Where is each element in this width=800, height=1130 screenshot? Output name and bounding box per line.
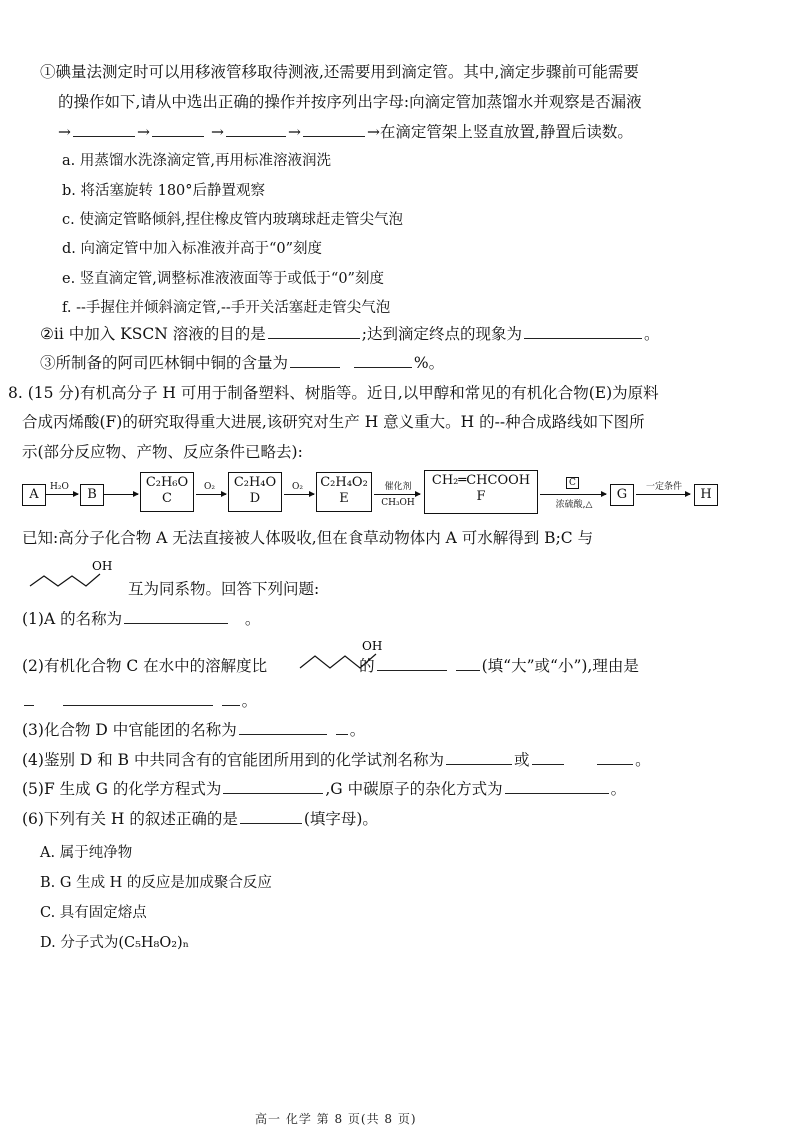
option-b: b. 将活塞旋转 180°后静置观察 — [62, 183, 266, 199]
compound-b-box: B — [80, 484, 104, 506]
answer-blank[interactable] — [505, 778, 609, 794]
synthesis-scheme — [0, 466, 800, 526]
reaction-arrow — [284, 494, 314, 495]
answer-blank[interactable] — [290, 352, 340, 368]
choice-b: B. G 生成 H 的反应是加成聚合反应 — [40, 875, 272, 891]
arrow-label: C — [566, 477, 579, 489]
question-8-intro: 8. (15 分)有机高分子 H 可用于制备塑料、树脂等。近日,以甲醇和常见的有机化合物(E)为原料 — [8, 384, 659, 402]
reaction-arrow — [196, 494, 226, 495]
compound-a-box: A — [22, 484, 46, 506]
known-info: 已知:高分子化合物 A 无法直接被人体吸收,但在食草动物体内 A 可水解得到 B;C 与 — [22, 529, 594, 547]
compound-d-box: C₂H₄O D — [228, 472, 282, 512]
answer-blank[interactable] — [73, 121, 135, 137]
q8-part4: (4)鉴别 D 和 B 中共同含有的官能团所用到的化学试剂名称为 或 。 — [22, 751, 651, 769]
q8-part6: (6)下列有关 H 的叙述正确的是 (填字母)。 — [22, 810, 378, 828]
option-f: f. --手握住并倾斜滴定管,--手开关活塞赶走管尖气泡 — [62, 300, 391, 316]
answer-sequence-line: → → → → →在滴定管架上竖直放置,静置后读数。 — [58, 123, 633, 141]
answer-blank[interactable] — [303, 121, 365, 137]
pentanol-structure-icon — [298, 636, 388, 676]
option-d: d. 向滴定管中加入标准液并高于“0”刻度 — [62, 241, 323, 257]
arrow-label: CH₃OH — [381, 498, 415, 508]
known-info: 互为同系物。回答下列问题: — [128, 580, 320, 598]
compound-c-box: C₂H₆O C — [140, 472, 194, 512]
answer-blank[interactable] — [456, 655, 480, 671]
answer-blank[interactable] — [226, 121, 286, 137]
question-8-intro: 合成丙烯酸(F)的研究取得重大进展,该研究对生产 H 意义重大。H 的--种合成路线如下图所 — [22, 413, 645, 431]
q8-part2-line2: 。 — [22, 690, 257, 712]
option-c: c. 使滴定管略倾斜,捏住橡皮管内玻璃球赶走管尖气泡 — [62, 212, 403, 228]
answer-blank[interactable] — [223, 778, 323, 794]
choice-d: D. 分子式为(C₅H₈O₂)ₙ — [40, 935, 189, 951]
reaction-arrow — [104, 494, 138, 495]
q8-part1: (1)A 的名称为 。 — [22, 610, 261, 628]
question-text: ①碘量法测定时可以用移液管移取待测液,还需要用到滴定管。其中,滴定步骤前可能需要 — [40, 63, 639, 81]
answer-blank[interactable] — [152, 121, 204, 137]
answer-blank[interactable] — [446, 749, 512, 765]
reaction-arrow — [374, 494, 420, 495]
option-e: e. 竖直滴定管,调整标准液液面等于或低于“0”刻度 — [62, 271, 384, 287]
answer-blank[interactable] — [268, 323, 360, 339]
q8-part2: (2)有机化合物 C 在水中的溶解度比 的 (填“大”或“小”),理由是 — [22, 657, 639, 675]
answer-blank[interactable] — [354, 352, 412, 368]
answer-blank[interactable] — [24, 690, 34, 706]
arrow-label: 一定条件 — [645, 482, 682, 492]
question-8-intro: 示(部分反应物、产物、反应条件已略去): — [22, 443, 303, 461]
question-text: 的操作如下,请从中选出正确的操作并按序列出字母:向滴定管加蒸馏水并观察是否漏液 — [58, 93, 642, 111]
oh-label: OH — [92, 559, 113, 573]
q8-part3: (3)化合物 D 中官能团的名称为 。 — [22, 721, 366, 739]
reaction-arrow — [540, 494, 606, 495]
arrow-label: O₂ — [292, 482, 303, 492]
choice-c: C. 具有固定熔点 — [40, 905, 147, 921]
answer-blank[interactable] — [239, 719, 327, 735]
question-2-line: ②ii 中加入 KSCN 溶液的目的是 ;达到滴定终点的现象为 。 — [40, 325, 660, 343]
answer-blank[interactable] — [336, 719, 348, 735]
arrow-label: 催化剂 — [384, 482, 412, 492]
compound-e-box: C₂H₄O₂ E — [316, 472, 372, 512]
answer-blank[interactable] — [524, 323, 642, 339]
reaction-arrow — [46, 494, 78, 495]
answer-blank[interactable] — [532, 749, 564, 765]
arrow-label: O₂ — [204, 482, 215, 492]
oh-label: OH — [362, 639, 383, 653]
pentanol-structure-icon — [28, 556, 114, 592]
question-3-line: ③所制备的阿司匹林铜中铜的含量为 %。 — [40, 354, 445, 372]
q8-part5: (5)F 生成 G 的化学方程式为 ,G 中碳原子的杂化方式为 。 — [22, 780, 627, 798]
answer-blank[interactable] — [63, 690, 213, 706]
page-footer: 高一 化学 第 8 页(共 8 页) — [255, 1112, 417, 1126]
answer-blank[interactable] — [124, 608, 228, 624]
option-a: a. 用蒸馏水洗涤滴定管,再用标准溶液润洗 — [62, 153, 331, 169]
answer-blank[interactable] — [240, 808, 302, 824]
arrow-label: H₂O — [50, 482, 69, 492]
compound-h-box: H — [694, 484, 718, 506]
arrow-label: 浓硫酸,△ — [555, 500, 593, 510]
compound-f-box: CH₂═CHCOOH F — [424, 470, 538, 514]
compound-g-box: G — [610, 484, 634, 506]
answer-blank[interactable] — [222, 690, 240, 706]
answer-blank[interactable] — [597, 749, 633, 765]
reaction-arrow — [636, 494, 690, 495]
choice-a: A. 属于纯净物 — [40, 845, 133, 861]
